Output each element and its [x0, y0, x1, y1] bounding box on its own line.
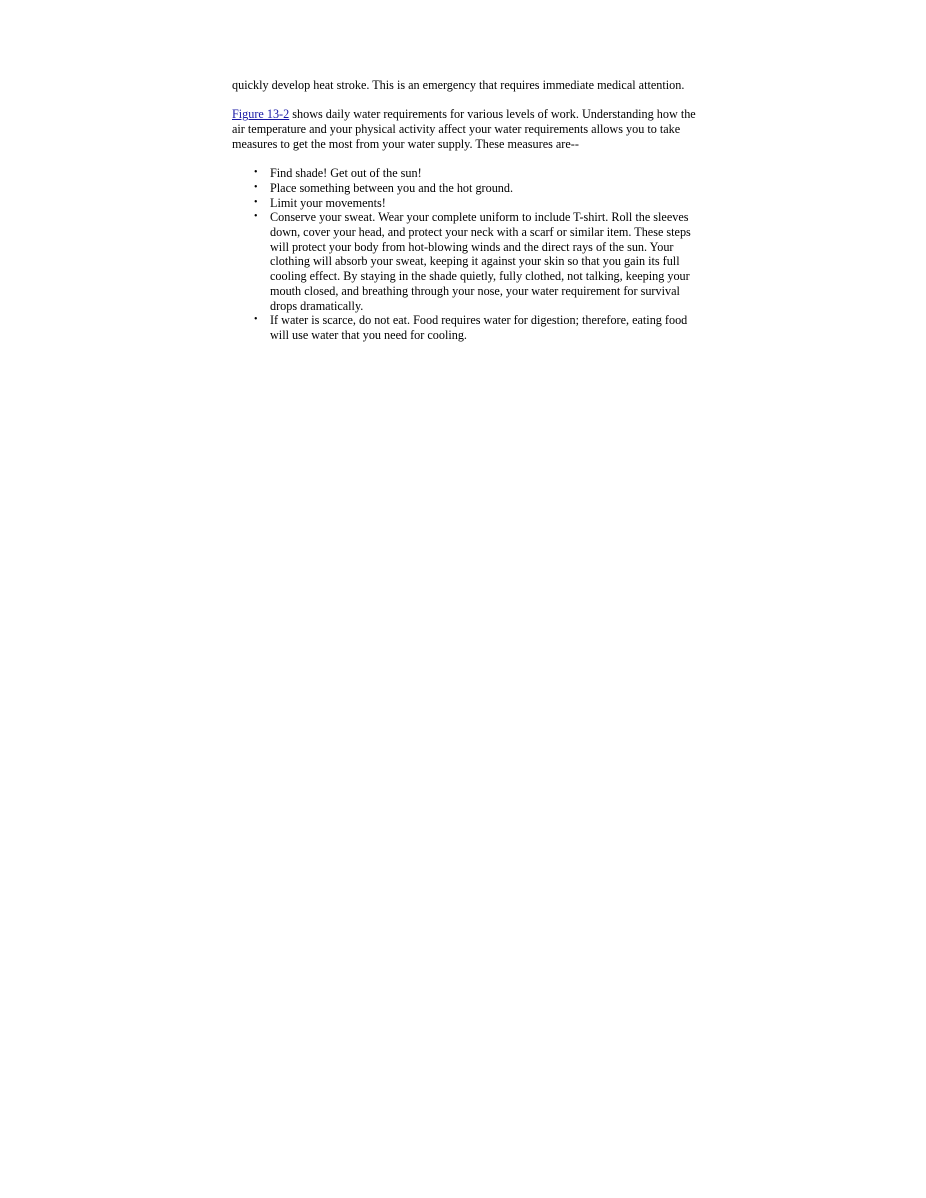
bullet-icon: •	[254, 196, 258, 208]
figure-13-2-link[interactable]: Figure 13-2	[232, 107, 290, 122]
list-item	[254, 166, 702, 181]
bullet-icon: •	[254, 211, 258, 223]
bullet-icon: •	[254, 181, 258, 193]
bullet-icon: •	[254, 167, 258, 179]
water-conservation-measures-list	[232, 166, 702, 342]
list-item	[254, 313, 702, 342]
list-item-text: Conserve your sweat. Wear your complete uniform to include T-shirt. Roll the sleeves down, cover your head, and protect your neck with a scarf or similar item. These steps will protect your body from hot-blowing winds and the direct rays of the sun. Your clothing will absorb your sweat, keeping it against your skin so that you gain its full cooling effect. By staying in the shade quietly, fully clothed, not talking, keeping your mouth closed, and breathing through your nose, your water requirement for survival drops dramatically.	[270, 210, 691, 313]
bullet-icon: •	[254, 314, 258, 326]
list-item-text: Place something between you and the hot ground.	[270, 180, 514, 195]
list-item	[254, 195, 702, 211]
list-item	[254, 180, 702, 196]
list-item-text: Limit your movements!	[270, 195, 386, 210]
list-item-text: If water is scarce, do not eat. Food requires water for digestion; therefore, eating food will use water that you need for cooling.	[270, 313, 688, 342]
document-page	[232, 78, 702, 343]
paragraph-heat-stroke: quickly develop heat stroke. This is an emergency that requires immediate medical attention.	[232, 78, 685, 92]
paragraph-water-requirements	[232, 107, 702, 151]
list-item-text: Find shade! Get out of the sun!	[270, 166, 422, 181]
list-item	[254, 210, 702, 313]
paragraph-water-requirements-text: shows daily water requirements for various levels of work. Understanding how the air temperature and your physical activity affect your water requirements allows you to take measures to get the most from your water supply. These measures are--	[232, 107, 696, 151]
